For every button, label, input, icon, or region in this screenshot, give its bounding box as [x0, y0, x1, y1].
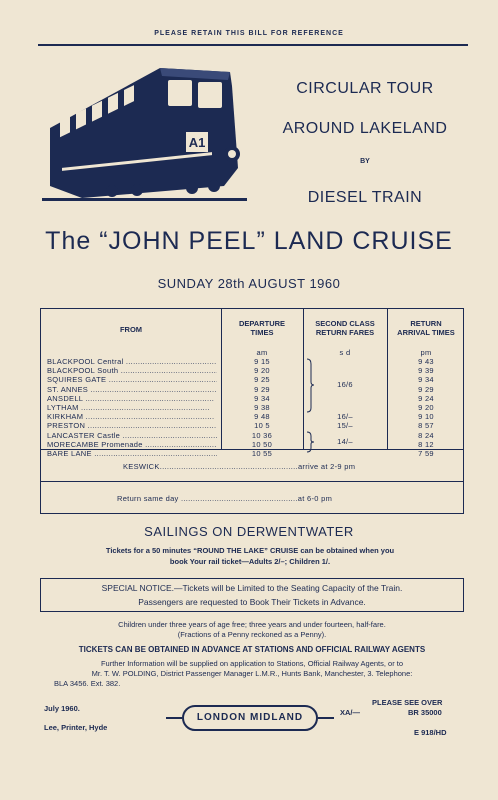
departure-times: 9 15 9 20 9 25 9 29 9 34 9 38 9 48 10 5 10 36 10 50 10 55: [251, 357, 273, 459]
retain-notice: PLEASE RETAIN THIS BILL FOR REFERENCE: [154, 30, 344, 37]
col-from: FROM: [119, 325, 143, 334]
arrival-times: 9 43 9 39 9 34 9 29 9 24 9 20 9 10 8 57 8 24 8 12 7 59: [418, 357, 434, 459]
timetable: [40, 308, 464, 514]
cruise-title: The “JOHN PEEL” LAND CRUISE: [45, 227, 453, 255]
col-departure: DEPARTURE TIMES: [238, 319, 286, 337]
printer: Lee, Printer, Hyde: [44, 723, 108, 732]
br-code: BR 35000: [408, 708, 442, 717]
dep-unit: am: [256, 348, 268, 357]
xa-code: XA/—: [340, 708, 361, 717]
return-time: Return same day .................................................at 6-0 pm: [117, 494, 333, 503]
special-notice: SPECIAL NOTICE.—Tickets will be Limited to the Seating Capacity of the Train. Passengers are requested to Book Their Tickets in Advance.: [40, 578, 464, 612]
fare-north: 14/–: [337, 437, 353, 446]
title-line-3: DIESEL TRAIN: [307, 189, 423, 206]
title-by: BY: [360, 158, 370, 165]
keswick-arrival: KESWICK..........................................................arrive at 2-9 pm: [123, 462, 356, 471]
london-midland-logo: LONDON MIDLAND: [182, 705, 318, 731]
arr-unit: pm: [420, 348, 432, 357]
title-line-1: CIRCULAR TOUR: [296, 80, 434, 97]
print-code: E 918/HD: [414, 728, 447, 737]
headcode-text: A1: [188, 135, 206, 150]
further-information: Further Information will be supplied on application to Stations, Official Railway Agents, or to Mr. T. W. POLDING, District Passenger Manager L.M.R., Hunts Bank, Manchester, 3. Telephone: BLA 3456. Ext. 382.: [54, 659, 413, 688]
print-date: July 1960.: [44, 704, 80, 713]
sailings-title: SAILINGS ON DERWENTWATER: [144, 524, 354, 539]
fare-blackpool: 16/6: [337, 380, 353, 389]
fare-unit: s d: [339, 348, 351, 357]
station-names: BLACKPOOL Central ..... BLACKPOOL South ..... SQUIRES GATE ..... ST. ANNES ..... ANSDELL ..... LYTHAM ..... KIRKHAM ..... PRESTON ..... LANCASTER Castle ..... MORECAMBE Promenade ..... BARE LANE .....: [47, 357, 217, 458]
children-fares: Children under three years of age free; three years and under fourteen, half-fare. (Fractions of a Penny reckoned as a Penny).: [118, 620, 386, 639]
advance-tickets: TICKETS CAN BE OBTAINED IN ADVANCE AT STATIONS AND OFFICIAL RAILWAY AGENTS: [78, 645, 426, 654]
top-rule: [38, 44, 468, 46]
diesel-train-illustration: [42, 58, 247, 203]
col-fares: SECOND CLASS RETURN FARES: [315, 319, 375, 337]
fare-preston: 15/–: [337, 421, 353, 430]
col-arrival: RETURN ARRIVAL TIMES: [397, 319, 455, 337]
title-line-2: AROUND LAKELAND: [282, 120, 448, 137]
sailings-text: Tickets for a 50 minutes “ROUND THE LAKE” CRUISE can be obtained when you book Your rail ticket—Adults 2/–; Children 1/.: [105, 546, 395, 566]
tour-date: SUNDAY 28th AUGUST 1960: [157, 276, 341, 291]
see-over: PLEASE SEE OVER: [372, 698, 443, 707]
fare-kirkham: 16/–: [337, 412, 353, 421]
